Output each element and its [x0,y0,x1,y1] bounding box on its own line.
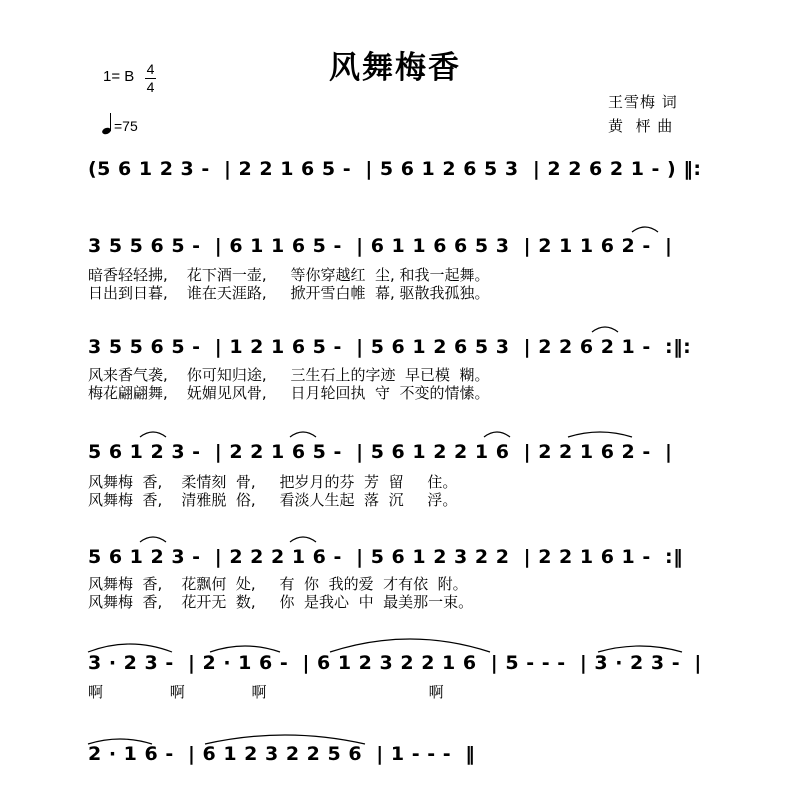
slur-mark [140,432,166,437]
notation-row-2: 3 5 5 6 5 - | 6 1 1 6 5 - | 6 1 1 6 6 5 3 | 2 1 1 6 2 - | [88,235,673,257]
slur-mark [140,537,166,542]
time-signature [145,62,156,95]
lyric-row-6-verse-1: 啊 啊 啊 啊 [88,683,444,701]
lyric-row-2-verse-2: 日出到日暮, 谁在天涯路, 掀开雪白帷 幕, 驱散我孤独。 [88,284,490,302]
notation-row-3: 3 5 5 6 5 - | 1 2 1 6 5 - | 5 6 1 2 6 5 3 | 2 2 6 2 1 - :‖: [88,336,692,358]
lyric-row-5-verse-2: 风舞梅 香, 花开无 数, 你 是我心 中 最美那一束。 [88,593,474,611]
composer-credit: 黄 枰 曲 [608,117,674,135]
tempo-marking [102,112,138,134]
lyric-row-3-verse-1: 风来香气袭, 你可知归途, 三生石上的字迹 早已模 糊。 [88,366,490,384]
key-signature: 1= B [103,68,135,85]
meter-denominator: 4 [146,79,155,95]
notation-row-5: 5 6 1 2 3 - | 2 2 2 1 6 - | 5 6 1 2 3 2 2 | 2 2 1 6 1 - :‖ [88,546,684,568]
slur-mark [88,644,172,652]
notation-row-7: 2 · 1 6 - | 6 1 2 3 2 2 5 6 | 1 - - - ‖ [88,743,476,765]
meter-numerator: 4 [146,61,155,77]
slur-mark [484,432,510,437]
quarter-note-icon [102,112,112,134]
song-title: 风舞梅香 [329,50,461,86]
lyricist-credit: 王雪梅 词 [608,93,678,111]
credits [608,90,678,138]
slur-mark [592,327,618,332]
slur-mark [330,639,490,652]
lyric-row-2-verse-1: 暗香轻轻拂, 花下酒一壶, 等你穿越红 尘, 和我一起舞。 [88,266,490,284]
lyric-row-3-verse-2: 梅花翩翩舞, 妩媚见风骨, 日月轮回执 守 不变的情愫。 [88,384,490,402]
slur-mark [290,432,316,437]
lyric-row-5-verse-1: 风舞梅 香, 花飘何 处, 有 你 我的爱 才有依 附。 [88,575,468,593]
tempo-value: =75 [114,118,138,134]
lyric-row-4-verse-2: 风舞梅 香, 清雅脱 俗, 看淡人生起 落 沉 浮。 [88,491,458,509]
notation-row-1: (5 6 1 2 3 - | 2 2 1 6 5 - | 5 6 1 2 6 5 3 | 2 2 6 2 1 - ) ‖: [88,158,702,180]
slur-mark [290,537,316,542]
notation-row-6: 3 · 2 3 - | 2 · 1 6 - | 6 1 2 3 2 2 1 6 | 5 - - - | 3 · 2 3 - | [88,652,702,674]
lyric-row-4-verse-1: 风舞梅 香, 柔情刻 骨, 把岁月的芬 芳 留 住。 [88,473,458,491]
notation-row-4: 5 6 1 2 3 - | 2 2 1 6 5 - | 5 6 1 2 2 1 6 | 2 2 1 6 2 - | [88,441,673,463]
slur-mark [568,432,632,437]
slur-mark [632,227,658,232]
